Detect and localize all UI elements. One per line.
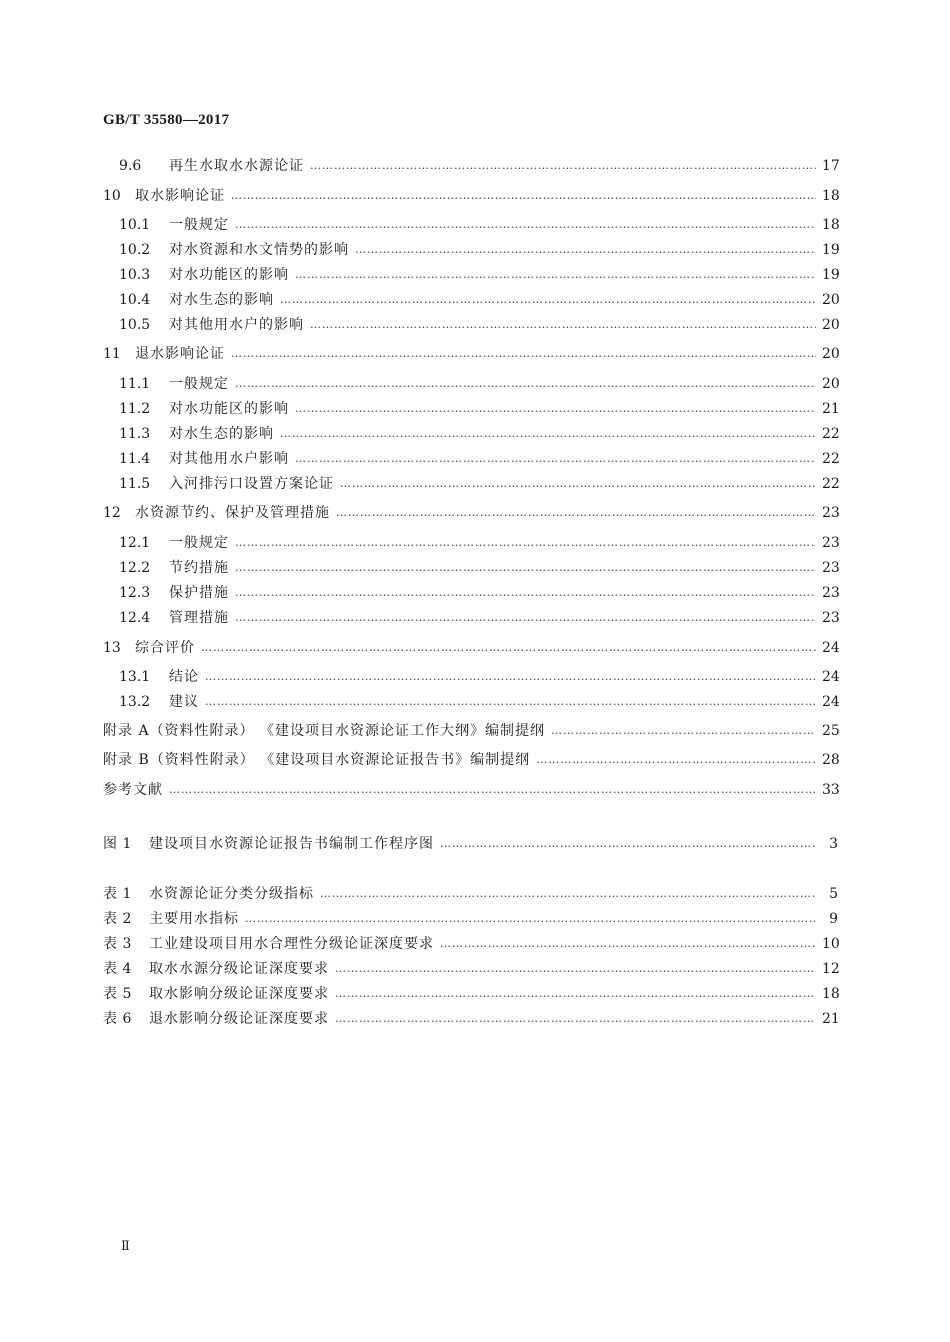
dot-leader [295, 264, 816, 286]
dot-leader [231, 343, 816, 365]
entry-title: 对其他用水户的影响 [169, 317, 304, 333]
dot-leader [536, 749, 816, 771]
entry-page: 17 [822, 158, 840, 174]
toc-entry[interactable] [103, 637, 838, 659]
entry-title: 一般规定 [169, 535, 229, 551]
toc-entry[interactable] [103, 779, 838, 801]
dot-leader [336, 502, 816, 524]
entry-title: 结论 [169, 669, 199, 685]
entry-title: 退水影响分级论证深度要求 [149, 1011, 329, 1027]
dot-leader [440, 833, 816, 855]
dot-leader [235, 582, 816, 604]
dot-leader [295, 448, 816, 470]
entry-number: 11.5 [119, 476, 151, 492]
entry-title: 对其他用水户影响 [169, 451, 289, 467]
entry-page: 22 [822, 426, 840, 442]
dot-leader [235, 373, 816, 395]
entry-page: 18 [822, 986, 840, 1002]
entry-title: 对水生态的影响 [169, 292, 274, 308]
entry-page: 33 [822, 782, 840, 798]
entry-number: 表 6 [103, 1011, 132, 1027]
entry-title: 取水水源分级论证深度要求 [149, 961, 329, 977]
standard-code: GB/T 35580—2017 [103, 112, 230, 128]
entry-number: 图 1 [103, 836, 132, 852]
entry-page: 23 [822, 535, 840, 551]
toc-entry[interactable] [119, 314, 838, 336]
entry-number: 表 4 [103, 961, 132, 977]
toc-entry[interactable] [119, 557, 838, 579]
entry-number: 表 2 [103, 911, 132, 927]
dot-leader [201, 637, 816, 659]
toc-entry[interactable] [119, 155, 838, 177]
entry-title: 一般规定 [169, 217, 229, 233]
entry-page: 18 [822, 217, 840, 233]
entry-title: 一般规定 [169, 376, 229, 392]
toc-entry[interactable] [119, 398, 838, 420]
entry-title: 对水资源和水文情势的影响 [169, 242, 349, 258]
dot-leader [335, 1008, 816, 1030]
entry-page: 20 [822, 346, 840, 362]
entry-title: 退水影响论证 [135, 346, 225, 362]
entry-title: 再生水取水水源论证 [169, 158, 304, 174]
entry-title: 对水生态的影响 [169, 426, 274, 442]
dot-leader [245, 908, 816, 930]
entry-number: 9.6 [119, 158, 142, 174]
entry-page: 10 [822, 936, 840, 952]
entry-page: 3 [829, 836, 838, 852]
entry-title: 保护措施 [169, 585, 229, 601]
page-number: Ⅱ [121, 1238, 130, 1253]
toc-entry[interactable] [103, 883, 838, 905]
entry-page: 20 [822, 317, 840, 333]
entry-number: 10.2 [119, 242, 151, 258]
dot-leader [551, 720, 816, 742]
entry-title: 取水影响分级论证深度要求 [149, 986, 329, 1002]
entry-page: 22 [822, 451, 840, 467]
toc-entry[interactable] [119, 448, 838, 470]
entry-title: 对水功能区的影响 [169, 401, 289, 417]
toc-entry[interactable] [103, 958, 838, 980]
toc-entry[interactable] [103, 720, 838, 742]
entry-number: 10.5 [119, 317, 151, 333]
dot-leader [335, 958, 816, 980]
dot-leader [310, 314, 816, 336]
entry-title: 入河排污口设置方案论证 [169, 476, 334, 492]
entry-page: 5 [829, 886, 838, 902]
entry-title: 水资源论证分类分级指标 [149, 886, 314, 902]
entry-number: 11.1 [119, 376, 151, 392]
entry-title: 对水功能区的影响 [169, 267, 289, 283]
entry-page: 9 [829, 911, 838, 927]
toc-entry[interactable] [119, 532, 838, 554]
entry-title: 工业建设项目用水合理性分级论证深度要求 [149, 936, 434, 952]
entry-number: 10.1 [119, 217, 151, 233]
dot-leader [205, 691, 816, 713]
entry-page: 12 [822, 961, 840, 977]
toc-entry[interactable] [103, 908, 838, 930]
entry-page: 24 [822, 694, 840, 710]
toc-entry[interactable] [103, 1008, 838, 1030]
dot-leader [295, 398, 816, 420]
entry-number: 13.2 [119, 694, 151, 710]
toc-entry[interactable] [103, 502, 838, 524]
dot-leader [335, 983, 816, 1005]
entry-number: 表 3 [103, 936, 132, 952]
dot-leader [440, 933, 816, 955]
dot-leader [235, 532, 816, 554]
dot-leader [355, 239, 816, 261]
entry-number: 11 [103, 346, 121, 362]
entry-number: 12.3 [119, 585, 151, 601]
entry-page: 28 [822, 752, 840, 768]
entry-page: 22 [822, 476, 840, 492]
entry-page: 20 [822, 292, 840, 308]
dot-leader [235, 557, 816, 579]
entry-page: 21 [822, 1011, 840, 1027]
toc-entry[interactable] [119, 691, 838, 713]
toc-entry[interactable] [103, 983, 838, 1005]
toc-entry[interactable] [119, 607, 838, 629]
entry-title: 建设项目水资源论证报告书编制工作程序图 [149, 836, 434, 852]
entry-title: 参考文献 [103, 782, 163, 798]
entry-page: 23 [822, 560, 840, 576]
toc-entry[interactable] [119, 373, 838, 395]
entry-page: 19 [822, 267, 840, 283]
entry-number: 11.2 [119, 401, 151, 417]
entry-page: 24 [822, 669, 840, 685]
toc-entry[interactable] [119, 666, 838, 688]
dot-leader [280, 423, 816, 445]
toc-entry[interactable] [103, 343, 838, 365]
dot-leader [169, 779, 816, 801]
dot-leader [235, 607, 816, 629]
toc-entry[interactable] [103, 185, 838, 207]
entry-page: 25 [822, 723, 840, 739]
dot-leader [310, 155, 816, 177]
entry-page: 19 [822, 242, 840, 258]
toc-entry[interactable] [119, 473, 838, 495]
dot-leader [320, 883, 816, 905]
entry-page: 24 [822, 640, 840, 656]
entry-title: 节约措施 [169, 560, 229, 576]
entry-page: 23 [822, 505, 840, 521]
dot-leader [340, 473, 816, 495]
entry-page: 18 [822, 188, 840, 204]
entry-page: 23 [822, 585, 840, 601]
entry-number: 10.4 [119, 292, 151, 308]
entry-number: 13.1 [119, 669, 151, 685]
entry-number: 10.3 [119, 267, 151, 283]
entry-page: 20 [822, 376, 840, 392]
toc-entry[interactable] [119, 214, 838, 236]
entry-title: 取水影响论证 [135, 188, 225, 204]
dot-leader [231, 185, 816, 207]
toc-entry[interactable] [103, 933, 838, 955]
dot-leader [205, 666, 816, 688]
entry-number: 12.2 [119, 560, 151, 576]
toc-entry[interactable] [119, 582, 838, 604]
entry-number: 表 1 [103, 886, 132, 902]
entry-number: 11.4 [119, 451, 151, 467]
entry-page: 23 [822, 610, 840, 626]
toc-entry[interactable] [119, 289, 838, 311]
entry-number: 13 [103, 640, 121, 656]
entry-title: 附录 B（资料性附录） 《建设项目水资源论证报告书》编制提纲 [103, 752, 531, 768]
dot-leader [280, 289, 816, 311]
entry-number: 11.3 [119, 426, 151, 442]
entry-title: 附录 A（资料性附录） 《建设项目水资源论证工作大纲》编制提纲 [103, 723, 546, 739]
entry-number: 12.1 [119, 535, 151, 551]
entry-title: 综合评价 [135, 640, 195, 656]
entry-title: 水资源节约、保护及管理措施 [135, 505, 330, 521]
entry-page: 21 [822, 401, 840, 417]
dot-leader [235, 214, 816, 236]
entry-number: 10 [103, 188, 121, 204]
entry-title: 主要用水指标 [149, 911, 239, 927]
entry-number: 表 5 [103, 986, 132, 1002]
toc-entry[interactable] [103, 749, 838, 771]
entry-title: 管理措施 [169, 610, 229, 626]
toc-entry[interactable] [103, 833, 838, 855]
toc-entry[interactable] [119, 239, 838, 261]
toc-entry[interactable] [119, 264, 838, 286]
entry-number: 12 [103, 505, 121, 521]
entry-title: 建议 [169, 694, 199, 710]
entry-number: 12.4 [119, 610, 151, 626]
toc-entry[interactable] [119, 423, 838, 445]
